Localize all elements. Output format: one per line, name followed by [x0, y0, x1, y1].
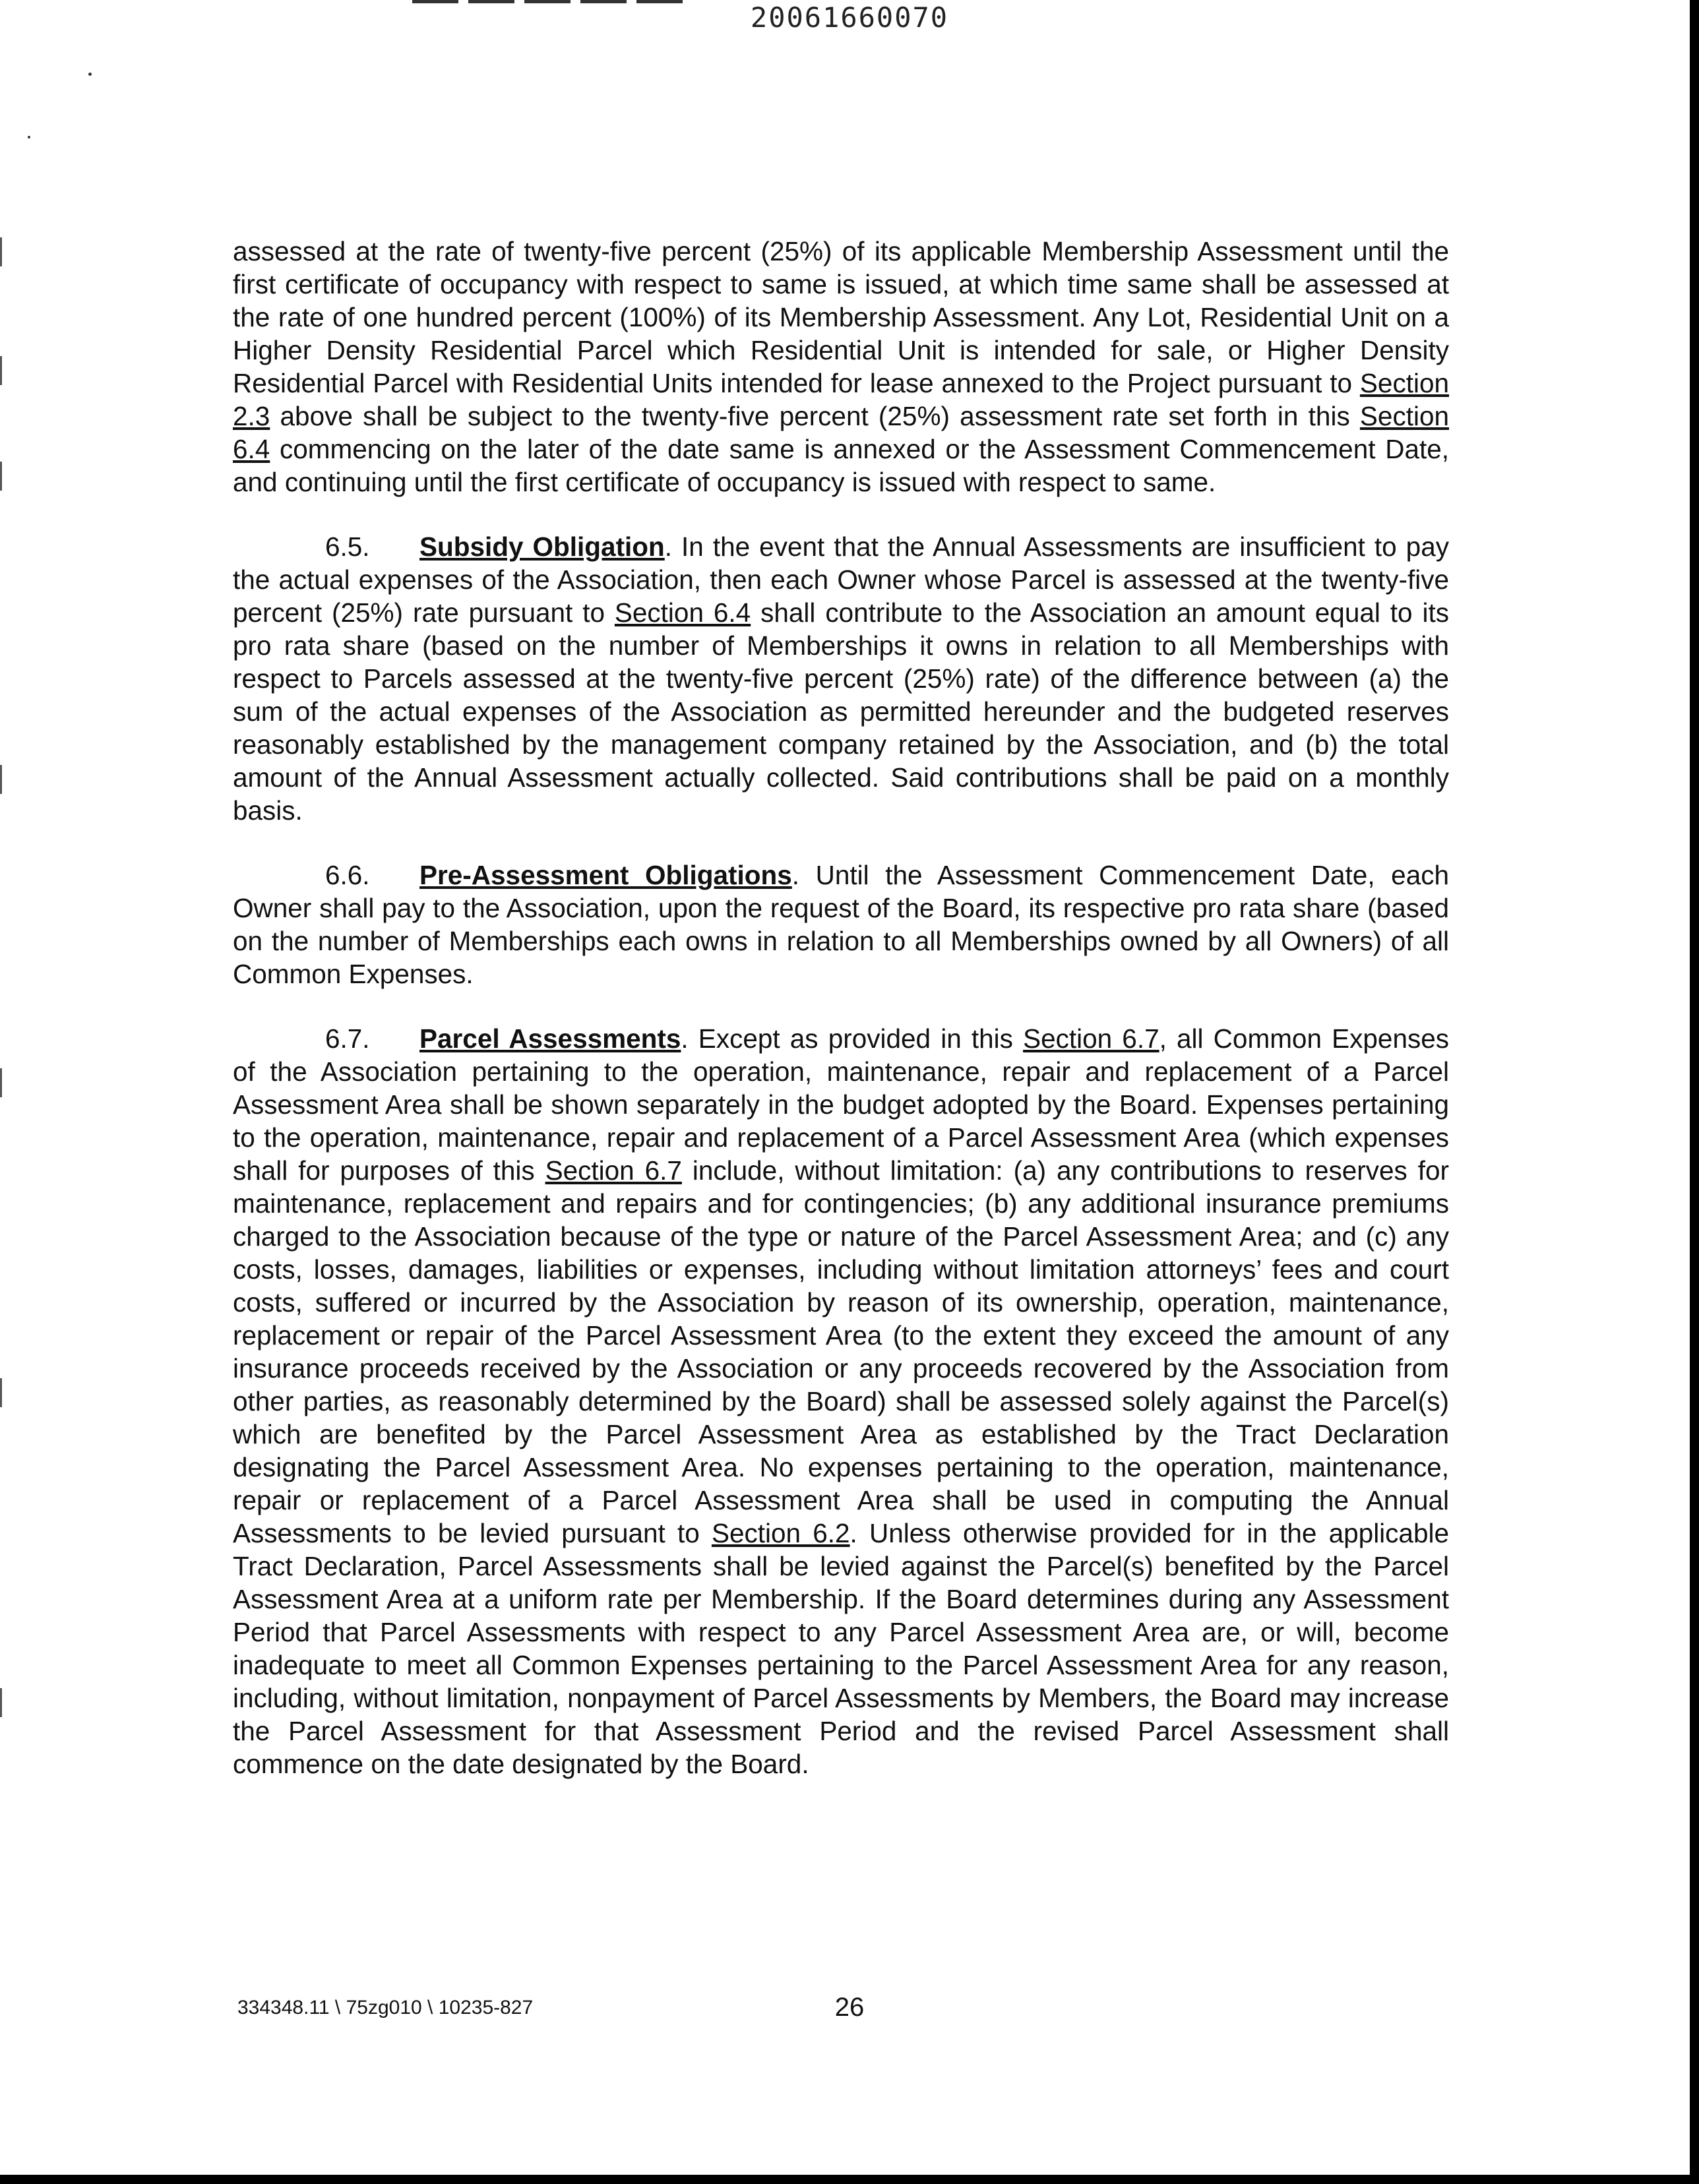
section-6-7	[233, 1022, 1449, 1780]
scan-tick	[0, 462, 2, 491]
section-number: 6.5.	[325, 531, 370, 562]
section-6-5	[233, 530, 1449, 827]
scan-tick	[0, 1378, 2, 1407]
section-number: 6.7.	[325, 1023, 370, 1054]
section-heading: Pre-Assessment Obligations	[419, 860, 792, 890]
scan-tick	[0, 1688, 2, 1717]
section-text: shall contribute to the Association an amount equal to its pro rata share (based on the number of Memberships it owns in relation to all Memberships with respect to Parcels assessed at the twenty-five percent (25%) rate) of the difference between (a) the sum of the actual expenses of the Association as permitted hereunder and the budgeted reserves reasonably established by the management company retained by the Association, and (b) the total amount of the Annual Assessment actually collected. Said contributions shall be paid on a monthly basis.	[233, 597, 1449, 826]
section-reference: Section 6.2	[711, 1518, 850, 1548]
section-text: . In the event that the Annual Assessments are insufficient to pay the actual expenses of the Association, then each Owner whose Parcel is assessed at the twenty-five percent (25%) rate pursuant to	[233, 531, 1449, 628]
page-edge-right	[1690, 0, 1699, 2184]
section-heading: Parcel Assessments	[419, 1023, 681, 1054]
scan-tick	[0, 765, 2, 794]
section-heading: Subsidy Obligation	[419, 531, 665, 562]
continuation-text: assessed at the rate of twenty-five percent (25%) of its applicable Membership Assessment until the first certificate of occupancy with respect to same is issued, at which time same shall be assessed at the rate of one hundred percent (100%) of its Membership Assessment. Any Lot, Residential Unit on a Higher Density Residential Parcel which Residential Unit is intended for sale, or Higher Density Residential Parcel with Residential Units intended for lease annexed to the Project pursuant to	[233, 236, 1449, 398]
continuation-text: commencing on the later of the date same is annexed or the Assessment Commencement Date, and continuing until the first certificate of occupancy is issued with respect to same.	[233, 434, 1449, 497]
section-reference: Section 6.4	[233, 401, 1449, 464]
scan-tick	[0, 356, 2, 385]
continuation-paragraph	[233, 235, 1449, 499]
section-text: . Except as provided in this	[681, 1023, 1024, 1054]
section-6-6	[233, 859, 1449, 990]
scan-speck	[28, 136, 30, 138]
section-text: . Until the Assessment Commencement Date, each Owner shall pay to the Association, upon the request of the Board, its respective pro rata share (based on the number of Memberships each owns in relation to all Memberships owned by all Owners) of all Common Expenses.	[233, 860, 1449, 989]
continuation-text: above shall be subject to the twenty-five percent (25%) assessment rate set forth in this	[270, 401, 1360, 431]
section-text: include, without limitation: (a) any contributions to reserves for maintenance, replacement and repairs and for contingencies; (b) any additional insurance premiums charged to the Association because of the type or nature of the Parcel Assessment Area; and (c) any costs, losses, damages, liabilities or expenses, including without limitation attorneys’ fees and court costs, suffered or incurred by the Association by reason of its ownership, operation, maintenance, replacement or repair of the Parcel Assessment Area (to the extent they exceed the amount of any insurance proceeds received by the Association or any proceeds recovered by the Association from other parties, as reasonably determined by the Board) shall be assessed solely against the Parcel(s) which are benefited by the Parcel Assessment Area as established by the Tract Declaration designating the Parcel Assessment Area. No expenses pertaining to the operation, maintenance, repair or replacement of a Parcel Assessment Area shall be used in computing the Annual Assessments to be levied pursuant to	[233, 1155, 1449, 1548]
section-reference: Section 6.4	[614, 597, 751, 628]
scan-speck	[88, 73, 92, 76]
recording-stamp-number: 20061660070	[750, 1, 949, 34]
document-body	[233, 235, 1449, 1812]
section-number: 6.6.	[325, 860, 370, 890]
page-number: 26	[834, 1993, 865, 2022]
section-reference: Section 2.3	[233, 368, 1449, 431]
section-reference: Section 6.7	[1023, 1023, 1159, 1054]
section-text: , all Common Expenses of the Association pertaining to the operation, maintenance, repair and replacement of a Parcel Assessment Area shall be shown separately in the budget adopted by the Board. Expenses pertaining to the operation, maintenance, repair and replacement of a Parcel Assessment Area (which expenses shall for purposes of this	[233, 1023, 1449, 1186]
scan-tick	[0, 1068, 2, 1097]
section-reference: Section 6.7	[545, 1155, 682, 1186]
footer-document-id: 334348.11 \ 75zg010 \ 10235-827	[237, 1997, 534, 2018]
scan-tick	[0, 237, 2, 266]
page-edge-bottom	[0, 2175, 1699, 2184]
section-text: . Unless otherwise provided for in the applicable Tract Declaration, Parcel Assessments shall be levied against the Parcel(s) benefited by the Parcel Assessment Area at a uniform rate per Membership. If the Board determines during any Assessment Period that Parcel Assessments with respect to any Parcel Assessment Area are, or will, become inadequate to meet all Common Expenses pertaining to the Parcel Assessment Area for any reason, including, without limitation, nonpayment of Parcel Assessments by Members, the Board may increase the Parcel Assessment for that Assessment Period and the revised Parcel Assessment shall commence on the date designated by the Board.	[233, 1518, 1450, 1779]
